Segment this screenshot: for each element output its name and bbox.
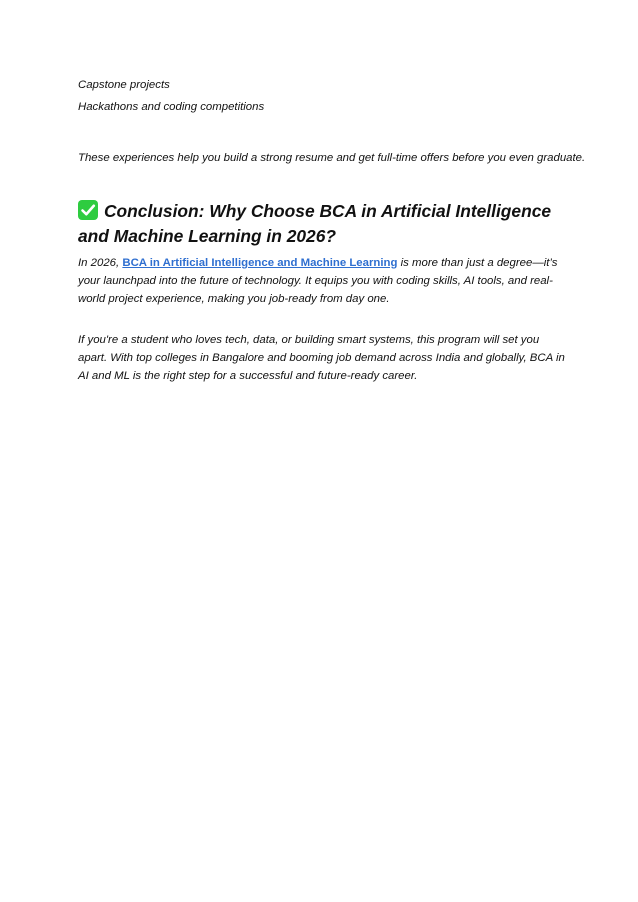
list-item-capstone: Capstone projects [78,79,170,91]
check-mark-icon [78,200,98,220]
experiences-text: These experiences help you build a strong resume and get full-time offers before you even graduate. [78,152,586,164]
bca-ai-ml-link[interactable]: BCA in Artificial Intelligence and Machine Learning [122,257,398,269]
conclusion-heading-text: Conclusion: Why Choose BCA in Artificial Intelligence and Machine Learning in 2026? [78,201,552,246]
paragraph-intro-suffix: is more than just a degree—it’s your launchpad into the future of technology. It equips you with coding skills, AI tools, and real-world project experience, making you job-ready from day one. [78,257,558,305]
conclusion-heading [78,199,558,249]
list-item-hackathons: Hackathons and coding competitions [78,101,265,113]
paragraph-intro-prefix: In 2026, [78,257,123,269]
paragraph-intro [78,254,568,308]
paragraph-closing: If you're a student who loves tech, data, or building smart systems, this program will set you apart. With top colleges in Bangalore and booming job demand across India and globally, BCA in AI and ML is the right step for a successful and future-ready career. [78,334,565,382]
